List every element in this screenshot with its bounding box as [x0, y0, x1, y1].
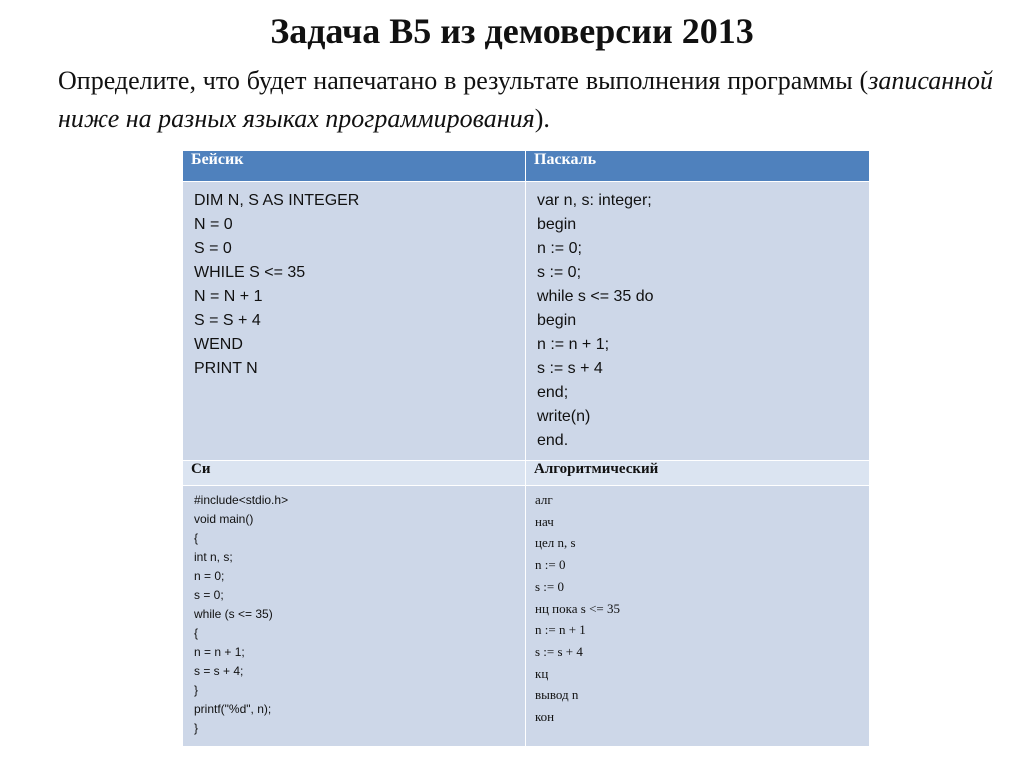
code-line: N = N + 1	[194, 288, 263, 305]
code-line: write(n)	[537, 408, 591, 425]
code-line: n = n + 1;	[194, 645, 245, 659]
code-line: s = 0;	[194, 588, 224, 602]
code-line: нач	[535, 513, 554, 529]
code-line: n := 0	[535, 557, 566, 573]
pascal-code-cell	[526, 182, 870, 461]
code-line: s = s + 4;	[194, 664, 244, 678]
code-line: WHILE S <= 35	[194, 264, 306, 281]
code-line: }	[194, 683, 199, 697]
code-line: var n, s: integer;	[537, 192, 652, 209]
header-basic: Бейсик	[183, 151, 526, 182]
pascal-code	[527, 183, 868, 459]
task-text-italic: записанной ниже на разных языках программирования	[58, 66, 993, 133]
basic-code	[184, 183, 524, 457]
header-c: Си	[183, 461, 526, 486]
c-code	[184, 487, 524, 745]
code-line: s := s + 4	[535, 643, 583, 659]
code-line: end.	[537, 432, 569, 449]
header-algorithmic: Алгоритмический	[526, 461, 870, 486]
code-line: S = 0	[194, 240, 232, 257]
code-line: n = 0;	[194, 569, 225, 583]
task-text-end: ).	[534, 104, 550, 133]
code-line: s := 0;	[537, 264, 582, 281]
code-line: {	[194, 626, 199, 640]
code-line: {	[194, 531, 199, 545]
code-line: WEND	[194, 336, 243, 353]
code-line: n := n + 1;	[537, 336, 610, 353]
code-line: n := n + 1	[535, 622, 586, 638]
code-line: #include<stdio.h>	[194, 493, 289, 507]
code-line: вывод n	[535, 687, 579, 703]
code-line: нц пока s <= 35	[535, 600, 620, 616]
c-code-cell	[183, 486, 526, 747]
algorithmic-code	[527, 487, 868, 734]
code-line: end;	[537, 384, 569, 401]
code-line: кц	[535, 665, 549, 681]
code-line: DIM N, S AS INTEGER	[194, 192, 360, 209]
code-line: printf("%d", n);	[194, 702, 272, 716]
code-line: S = S + 4	[194, 312, 261, 329]
code-line: s := 0	[535, 578, 565, 594]
code-line: while (s <= 35)	[194, 607, 273, 621]
task-text: Определите, что будет напечатано в результате выполнения программы (	[58, 66, 869, 95]
code-line: кон	[535, 709, 555, 725]
code-line: begin	[537, 312, 577, 329]
code-table	[182, 150, 870, 747]
code-line: }	[194, 721, 199, 735]
code-line: n := 0;	[537, 240, 582, 257]
header-pascal: Паскаль	[526, 151, 870, 182]
basic-code-cell	[183, 182, 526, 461]
slide-title: Задача B5 из демоверсии 2013	[270, 11, 754, 51]
code-line: int n, s;	[194, 550, 233, 564]
task-description	[58, 62, 993, 138]
code-line: s := s + 4	[537, 360, 603, 377]
code-line: PRINT N	[194, 360, 258, 377]
code-line: while s <= 35 do	[537, 288, 654, 305]
code-line: begin	[537, 216, 577, 233]
code-line: цел n, s	[535, 535, 576, 551]
code-line: void main()	[194, 512, 254, 526]
algorithmic-code-cell	[526, 486, 870, 747]
code-line: алг	[535, 492, 553, 507]
code-line: N = 0	[194, 216, 233, 233]
